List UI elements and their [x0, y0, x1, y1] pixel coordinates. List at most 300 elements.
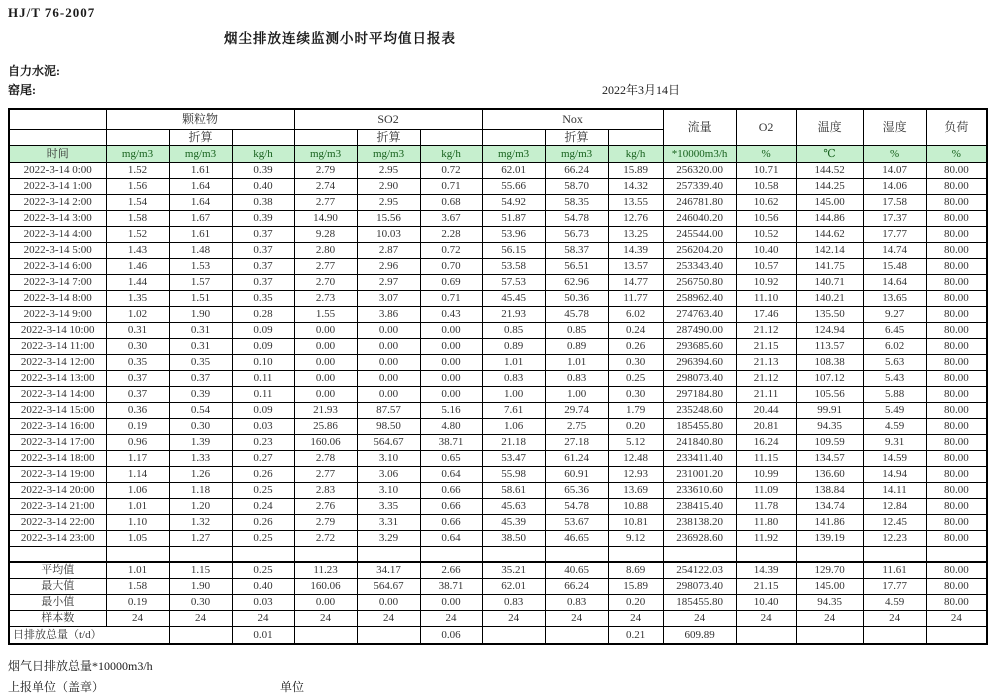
value-cell: 9.28 — [294, 227, 357, 243]
value-cell: 1.05 — [106, 531, 169, 547]
data-row — [9, 227, 987, 243]
value-cell: 56.15 — [482, 243, 545, 259]
value-cell: 1.01 — [545, 355, 608, 371]
value-cell: 5.88 — [863, 387, 926, 403]
value-cell: 14.07 — [863, 163, 926, 179]
summary-value-cell: 24 — [545, 611, 608, 627]
value-cell: 1.01 — [482, 355, 545, 371]
summary-value-cell: 8.69 — [608, 562, 663, 579]
value-cell: 0.43 — [420, 307, 482, 323]
time-cell: 2022-3-14 17:00 — [9, 435, 106, 451]
summary-value-cell: 1.01 — [106, 562, 169, 579]
value-cell: 0.30 — [608, 355, 663, 371]
value-cell: 0.37 — [232, 275, 294, 291]
value-cell: 107.12 — [796, 371, 863, 387]
value-cell: 0.09 — [232, 339, 294, 355]
blank-cell — [663, 547, 736, 563]
unit-cell: % — [926, 146, 987, 163]
daily-total-value-cell — [294, 627, 357, 645]
value-cell: 144.86 — [796, 211, 863, 227]
summary-value-cell: 0.30 — [169, 595, 232, 611]
value-cell: 108.38 — [796, 355, 863, 371]
value-cell: 54.92 — [482, 195, 545, 211]
value-cell: 50.36 — [545, 291, 608, 307]
summary-value-cell: 24 — [863, 611, 926, 627]
station-row — [8, 81, 994, 97]
value-cell: 0.30 — [608, 387, 663, 403]
time-cell: 2022-3-14 13:00 — [9, 371, 106, 387]
summary-value-cell: 24 — [357, 611, 420, 627]
summary-value-cell: 35.21 — [482, 562, 545, 579]
value-cell: 80.00 — [926, 227, 987, 243]
value-cell: 140.21 — [796, 291, 863, 307]
unit-cell: mg/m3 — [482, 146, 545, 163]
unit-cell: kg/h — [232, 146, 294, 163]
value-cell: 80.00 — [926, 371, 987, 387]
value-cell: 1.61 — [169, 227, 232, 243]
summary-label: 样本数 — [9, 611, 106, 627]
value-cell: 0.00 — [420, 387, 482, 403]
value-cell: 2.95 — [357, 163, 420, 179]
value-cell: 0.25 — [232, 531, 294, 547]
summary-value-cell: 24 — [232, 611, 294, 627]
value-cell: 10.71 — [736, 163, 796, 179]
value-cell: 135.50 — [796, 307, 863, 323]
unit-cell: mg/m3 — [294, 146, 357, 163]
value-cell: 257339.40 — [663, 179, 736, 195]
summary-value-cell: 4.59 — [863, 595, 926, 611]
summary-value-cell: 21.15 — [736, 579, 796, 595]
value-cell: 0.35 — [106, 355, 169, 371]
value-cell: 80.00 — [926, 467, 987, 483]
value-cell: 0.00 — [420, 323, 482, 339]
summary-value-cell: 0.00 — [294, 595, 357, 611]
summary-row — [9, 611, 987, 627]
time-cell: 2022-3-14 10:00 — [9, 323, 106, 339]
value-cell: 0.66 — [420, 499, 482, 515]
report-date: 2022年3月14日 — [602, 83, 681, 97]
blank-cell — [357, 547, 420, 563]
value-cell: 1.53 — [169, 259, 232, 275]
value-cell: 258962.40 — [663, 291, 736, 307]
header-time: 时间 — [9, 146, 106, 163]
value-cell: 0.00 — [420, 355, 482, 371]
value-cell: 256750.80 — [663, 275, 736, 291]
blank-cell — [608, 130, 663, 146]
summary-value-cell: 160.06 — [294, 579, 357, 595]
summary-value-cell: 0.00 — [420, 595, 482, 611]
value-cell: 1.20 — [169, 499, 232, 515]
value-cell: 65.36 — [545, 483, 608, 499]
blank-cell — [926, 547, 987, 563]
value-cell: 16.24 — [736, 435, 796, 451]
value-cell: 9.31 — [863, 435, 926, 451]
value-cell: 0.00 — [357, 387, 420, 403]
summary-value-cell: 0.83 — [482, 595, 545, 611]
value-cell: 0.71 — [420, 291, 482, 307]
summary-label: 最小值 — [9, 595, 106, 611]
value-cell: 57.53 — [482, 275, 545, 291]
value-cell: 0.64 — [420, 467, 482, 483]
value-cell: 21.13 — [736, 355, 796, 371]
value-cell: 45.63 — [482, 499, 545, 515]
unit-cell: mg/m3 — [545, 146, 608, 163]
value-cell: 80.00 — [926, 179, 987, 195]
value-cell: 0.25 — [232, 483, 294, 499]
value-cell: 141.75 — [796, 259, 863, 275]
value-cell: 1.48 — [169, 243, 232, 259]
page-title: 烟尘排放连续监测小时平均值日报表 — [224, 31, 456, 46]
value-cell: 53.58 — [482, 259, 545, 275]
value-cell: 160.06 — [294, 435, 357, 451]
value-cell: 105.56 — [796, 387, 863, 403]
value-cell: 55.66 — [482, 179, 545, 195]
summary-value-cell: 1.90 — [169, 579, 232, 595]
blank-cell — [863, 547, 926, 563]
value-cell: 141.86 — [796, 515, 863, 531]
value-cell: 80.00 — [926, 355, 987, 371]
group-particulates: 颗粒物 — [106, 109, 294, 130]
value-cell: 0.00 — [294, 387, 357, 403]
value-cell: 3.29 — [357, 531, 420, 547]
summary-value-cell: 24 — [663, 611, 736, 627]
data-row — [9, 275, 987, 291]
value-cell: 0.30 — [106, 339, 169, 355]
value-cell: 58.37 — [545, 243, 608, 259]
value-cell: 12.48 — [608, 451, 663, 467]
unit-cell: ℃ — [796, 146, 863, 163]
value-cell: 0.39 — [169, 387, 232, 403]
daily-total-row — [9, 627, 987, 645]
summary-value-cell: 2.66 — [420, 562, 482, 579]
value-cell: 0.37 — [106, 387, 169, 403]
value-cell: 29.74 — [545, 403, 608, 419]
value-cell: 246040.20 — [663, 211, 736, 227]
data-row — [9, 451, 987, 467]
value-cell: 5.12 — [608, 435, 663, 451]
value-cell: 1.27 — [169, 531, 232, 547]
data-row — [9, 387, 987, 403]
blank-cell — [545, 547, 608, 563]
data-row — [9, 435, 987, 451]
value-cell: 9.27 — [863, 307, 926, 323]
value-cell: 2.76 — [294, 499, 357, 515]
title-wrap — [0, 27, 680, 48]
summary-value-cell: 145.00 — [796, 579, 863, 595]
time-cell: 2022-3-14 11:00 — [9, 339, 106, 355]
value-cell: 1.64 — [169, 179, 232, 195]
value-cell: 109.59 — [796, 435, 863, 451]
value-cell: 12.93 — [608, 467, 663, 483]
blank-cell — [232, 130, 294, 146]
value-cell: 1.00 — [482, 387, 545, 403]
value-cell: 54.78 — [545, 211, 608, 227]
value-cell: 0.24 — [232, 499, 294, 515]
value-cell: 80.00 — [926, 419, 987, 435]
value-cell: 10.81 — [608, 515, 663, 531]
unit-label: 单位 — [280, 680, 305, 694]
value-cell: 0.00 — [294, 371, 357, 387]
time-cell: 2022-3-14 6:00 — [9, 259, 106, 275]
value-cell: 0.36 — [106, 403, 169, 419]
value-cell: 0.65 — [420, 451, 482, 467]
value-cell: 0.66 — [420, 515, 482, 531]
blank-cell — [106, 130, 169, 146]
value-cell: 1.06 — [482, 419, 545, 435]
value-cell: 62.01 — [482, 163, 545, 179]
summary-value-cell: 17.77 — [863, 579, 926, 595]
value-cell: 2.97 — [357, 275, 420, 291]
value-cell: 0.39 — [232, 211, 294, 227]
blank-cell — [9, 547, 106, 563]
summary-value-cell: 1.58 — [106, 579, 169, 595]
value-cell: 45.39 — [482, 515, 545, 531]
value-cell: 0.89 — [482, 339, 545, 355]
data-row — [9, 211, 987, 227]
value-cell: 0.09 — [232, 403, 294, 419]
data-row — [9, 371, 987, 387]
daily-total-value-cell — [545, 627, 608, 645]
value-cell: 61.24 — [545, 451, 608, 467]
summary-value-cell: 0.19 — [106, 595, 169, 611]
summary-value-cell: 10.40 — [736, 595, 796, 611]
value-cell: 185455.80 — [663, 419, 736, 435]
value-cell: 256320.00 — [663, 163, 736, 179]
value-cell: 1.43 — [106, 243, 169, 259]
value-cell: 3.35 — [357, 499, 420, 515]
value-cell: 2.87 — [357, 243, 420, 259]
value-cell: 10.62 — [736, 195, 796, 211]
value-cell: 0.00 — [357, 323, 420, 339]
value-cell: 21.12 — [736, 371, 796, 387]
value-cell: 1.46 — [106, 259, 169, 275]
data-row — [9, 339, 987, 355]
header-humidity: 湿度 — [863, 109, 926, 146]
value-cell: 1.61 — [169, 163, 232, 179]
value-cell: 21.93 — [294, 403, 357, 419]
time-cell: 2022-3-14 22:00 — [9, 515, 106, 531]
daily-total-value-cell — [796, 627, 863, 645]
value-cell: 287490.00 — [663, 323, 736, 339]
time-cell: 2022-3-14 23:00 — [9, 531, 106, 547]
value-cell: 235248.60 — [663, 403, 736, 419]
time-cell: 2022-3-14 2:00 — [9, 195, 106, 211]
value-cell: 0.26 — [608, 339, 663, 355]
value-cell: 10.88 — [608, 499, 663, 515]
daily-total-value-cell — [482, 627, 545, 645]
value-cell: 80.00 — [926, 435, 987, 451]
value-cell: 62.96 — [545, 275, 608, 291]
data-row — [9, 499, 987, 515]
blank-cell — [482, 547, 545, 563]
value-cell: 2.77 — [294, 467, 357, 483]
value-cell: 0.89 — [545, 339, 608, 355]
value-cell: 14.39 — [608, 243, 663, 259]
blank-cell — [294, 130, 357, 146]
header-row-units — [9, 146, 987, 163]
value-cell: 253343.40 — [663, 259, 736, 275]
value-cell: 274763.40 — [663, 307, 736, 323]
value-cell: 58.35 — [545, 195, 608, 211]
summary-value-cell: 24 — [482, 611, 545, 627]
summary-value-cell: 80.00 — [926, 595, 987, 611]
value-cell: 2.73 — [294, 291, 357, 307]
value-cell: 0.28 — [232, 307, 294, 323]
header-o2: O2 — [736, 109, 796, 146]
value-cell: 17.58 — [863, 195, 926, 211]
value-cell: 0.26 — [232, 515, 294, 531]
value-cell: 10.56 — [736, 211, 796, 227]
unit-cell: mg/m3 — [169, 146, 232, 163]
summary-value-cell: 62.01 — [482, 579, 545, 595]
value-cell: 1.33 — [169, 451, 232, 467]
value-cell: 0.37 — [232, 259, 294, 275]
header-load: 负荷 — [926, 109, 987, 146]
value-cell: 66.24 — [545, 163, 608, 179]
time-cell: 2022-3-14 1:00 — [9, 179, 106, 195]
value-cell: 0.96 — [106, 435, 169, 451]
pm-converted-label: 折算 — [169, 130, 232, 146]
value-cell: 2.96 — [357, 259, 420, 275]
summary-value-cell: 11.61 — [863, 562, 926, 579]
value-cell: 238138.20 — [663, 515, 736, 531]
value-cell: 21.15 — [736, 339, 796, 355]
daily-total-value-cell — [357, 627, 420, 645]
unit-cell: mg/m3 — [357, 146, 420, 163]
value-cell: 2.75 — [545, 419, 608, 435]
value-cell: 14.64 — [863, 275, 926, 291]
value-cell: 80.00 — [926, 291, 987, 307]
value-cell: 54.78 — [545, 499, 608, 515]
value-cell: 12.84 — [863, 499, 926, 515]
value-cell: 231001.20 — [663, 467, 736, 483]
value-cell: 21.11 — [736, 387, 796, 403]
value-cell: 94.35 — [796, 419, 863, 435]
value-cell: 53.96 — [482, 227, 545, 243]
data-row — [9, 323, 987, 339]
value-cell: 1.64 — [169, 195, 232, 211]
data-row — [9, 467, 987, 483]
summary-value-cell: 129.70 — [796, 562, 863, 579]
value-cell: 233610.60 — [663, 483, 736, 499]
time-cell: 2022-3-14 5:00 — [9, 243, 106, 259]
summary-value-cell: 24 — [926, 611, 987, 627]
time-cell: 2022-3-14 7:00 — [9, 275, 106, 291]
value-cell: 5.49 — [863, 403, 926, 419]
value-cell: 0.85 — [482, 323, 545, 339]
value-cell: 136.60 — [796, 467, 863, 483]
summary-value-cell: 1.15 — [169, 562, 232, 579]
time-cell: 2022-3-14 20:00 — [9, 483, 106, 499]
value-cell: 2.77 — [294, 259, 357, 275]
summary-value-cell: 38.71 — [420, 579, 482, 595]
value-cell: 5.16 — [420, 403, 482, 419]
value-cell: 0.03 — [232, 419, 294, 435]
data-row — [9, 515, 987, 531]
value-cell: 80.00 — [926, 323, 987, 339]
table-body — [9, 163, 987, 645]
value-cell: 10.99 — [736, 467, 796, 483]
value-cell: 1.90 — [169, 307, 232, 323]
value-cell: 17.77 — [863, 227, 926, 243]
value-cell: 10.03 — [357, 227, 420, 243]
value-cell: 0.00 — [357, 355, 420, 371]
value-cell: 14.94 — [863, 467, 926, 483]
value-cell: 17.46 — [736, 307, 796, 323]
summary-value-cell: 254122.03 — [663, 562, 736, 579]
value-cell: 0.31 — [106, 323, 169, 339]
summary-label: 最大值 — [9, 579, 106, 595]
value-cell: 25.86 — [294, 419, 357, 435]
daily-total-value-cell — [863, 627, 926, 645]
value-cell: 0.37 — [232, 243, 294, 259]
standard-code: HJ/T 76-2007 — [8, 5, 96, 20]
blank-cell — [736, 547, 796, 563]
summary-value-cell: 34.17 — [357, 562, 420, 579]
time-cell: 2022-3-14 9:00 — [9, 307, 106, 323]
value-cell: 4.80 — [420, 419, 482, 435]
value-cell: 80.00 — [926, 275, 987, 291]
summary-value-cell: 24 — [420, 611, 482, 627]
value-cell: 1.39 — [169, 435, 232, 451]
summary-value-cell: 94.35 — [796, 595, 863, 611]
time-cell: 2022-3-14 14:00 — [9, 387, 106, 403]
value-cell: 45.45 — [482, 291, 545, 307]
data-row — [9, 355, 987, 371]
value-cell: 13.55 — [608, 195, 663, 211]
value-cell: 13.57 — [608, 259, 663, 275]
value-cell: 144.25 — [796, 179, 863, 195]
report-unit-label: 上报单位（盖章） — [8, 680, 105, 694]
value-cell: 0.72 — [420, 243, 482, 259]
value-cell: 6.02 — [863, 339, 926, 355]
value-cell: 9.12 — [608, 531, 663, 547]
value-cell: 2.78 — [294, 451, 357, 467]
data-row — [9, 483, 987, 499]
summary-value-cell: 11.23 — [294, 562, 357, 579]
value-cell: 1.54 — [106, 195, 169, 211]
unit-cell: kg/h — [420, 146, 482, 163]
value-cell: 7.61 — [482, 403, 545, 419]
value-cell: 6.45 — [863, 323, 926, 339]
value-cell: 1.44 — [106, 275, 169, 291]
separator-row — [9, 547, 987, 563]
value-cell: 53.67 — [545, 515, 608, 531]
value-cell: 1.56 — [106, 179, 169, 195]
value-cell: 142.14 — [796, 243, 863, 259]
value-cell: 1.06 — [106, 483, 169, 499]
value-cell: 13.69 — [608, 483, 663, 499]
value-cell: 2.90 — [357, 179, 420, 195]
value-cell: 0.11 — [232, 387, 294, 403]
value-cell: 3.06 — [357, 467, 420, 483]
value-cell: 0.35 — [169, 355, 232, 371]
value-cell: 0.00 — [357, 339, 420, 355]
summary-row — [9, 595, 987, 611]
data-row — [9, 195, 987, 211]
summary-row — [9, 579, 987, 595]
value-cell: 0.37 — [169, 371, 232, 387]
value-cell: 1.67 — [169, 211, 232, 227]
report-unit-row — [8, 678, 994, 694]
value-cell: 11.77 — [608, 291, 663, 307]
summary-value-cell: 24 — [608, 611, 663, 627]
header-row-groups — [9, 109, 987, 130]
summary-value-cell: 24 — [796, 611, 863, 627]
value-cell: 134.74 — [796, 499, 863, 515]
value-cell: 80.00 — [926, 243, 987, 259]
value-cell: 293685.60 — [663, 339, 736, 355]
